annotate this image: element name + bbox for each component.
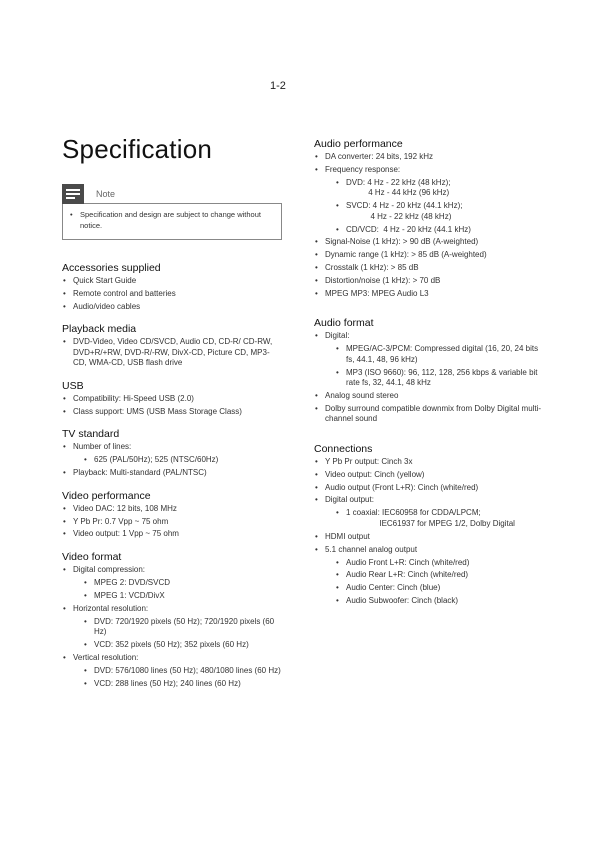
list-item: • Audio/video cables — [62, 302, 282, 313]
left-column — [62, 262, 282, 700]
list-item: • Crosstalk (1 kHz): > 85 dB — [314, 263, 544, 274]
section-video-performance — [62, 490, 282, 540]
list-item: • Audio Rear L+R: Cinch (white/red) — [335, 570, 544, 581]
section-heading: Accessories supplied — [62, 262, 161, 274]
list-item: • Analog sound stereo — [314, 391, 544, 402]
list-item: • Video output: 1 Vpp ~ 75 ohm — [62, 529, 282, 540]
note-box — [62, 182, 282, 240]
list-item: • Frequency response: • DVD: 4 Hz - 22 kHz (48 kHz); 4 Hz - 44 kHz (96 kHz) • SVCD: 4 Hz - 20 kHz (44.1 kHz); 4 Hz - 22 kHz (48 kHz) • CD/VCD: 4 Hz - 20 kHz (44.1 kHz) — [314, 165, 544, 235]
right-column — [314, 138, 544, 618]
list-item: • DVD: 576/1080 lines (50 Hz); 480/1080 lines (60 Hz) — [83, 666, 282, 677]
list-item: • SVCD: 4 Hz - 20 kHz (44.1 kHz); 4 Hz - 22 kHz (48 kHz) — [335, 201, 544, 222]
section-audio-performance — [314, 138, 544, 299]
section-accessories — [62, 262, 282, 312]
section-playback-media — [62, 323, 282, 369]
list-item: • VCD: 352 pixels (50 Hz); 352 pixels (60 Hz) — [83, 640, 282, 651]
section-heading: TV standard — [62, 428, 120, 441]
list-item: • 5.1 channel analog output • Audio Front L+R: Cinch (white/red) • Audio Rear L+R: Cinch (white/red) • Audio Center: Cinch (blue) • Audio Subwoofer: Cinch (black) — [314, 545, 544, 607]
list-item: • Horizontal resolution: • DVD: 720/1920 pixels (50 Hz); 720/1920 pixels (60 Hz) • VCD: 352 pixels (50 Hz); 352 pixels (60 Hz) — [62, 604, 282, 651]
list-item: • MPEG/AC-3/PCM: Compressed digital (16, 20, 24 bits fs, 44.1, 48, 96 kHz) — [335, 344, 544, 365]
list-item: • Vertical resolution: • DVD: 576/1080 lines (50 Hz); 480/1080 lines (60 Hz) • VCD: 288 lines (50 Hz); 240 lines (60 Hz) — [62, 653, 282, 689]
list-item: • Y Pb Pr output: Cinch 3x — [314, 457, 544, 468]
list-item: • MPEG MP3: MPEG Audio L3 — [314, 289, 544, 300]
section-heading: Audio performance — [314, 138, 403, 150]
list-item: • Compatibility: Hi-Speed USB (2.0) — [62, 394, 282, 405]
list-item: • MPEG 1: VCD/DivX — [83, 591, 282, 602]
list-item: • Dynamic range (1 kHz): > 85 dB (A-weighted) — [314, 250, 544, 261]
list-item: • Playback: Multi-standard (PAL/NTSC) — [62, 468, 282, 479]
list-item: • Video output: Cinch (yellow) — [314, 470, 544, 481]
section-audio-format — [314, 317, 544, 425]
list-item: • Remote control and batteries — [62, 289, 282, 300]
list-item: • DVD: 720/1920 pixels (50 Hz); 720/1920 pixels (60 Hz) — [83, 617, 282, 638]
section-usb — [62, 380, 282, 417]
note-label: Note — [96, 189, 116, 199]
list-item: • DA converter: 24 bits, 192 kHz — [314, 152, 544, 163]
page-title: Specification — [62, 134, 213, 164]
list-item: • Audio Subwoofer: Cinch (black) — [335, 596, 544, 607]
list-item: • Audio output (Front L+R): Cinch (white/red) — [314, 483, 544, 494]
note-text: • Specification and design are subject to change without notice. — [69, 210, 275, 231]
list-item: • Digital compression: • MPEG 2: DVD/SVCD • MPEG 1: VCD/DivX — [62, 565, 282, 601]
list-item: • Distortion/noise (1 kHz): > 70 dB — [314, 276, 544, 287]
list-item: • HDMI output — [314, 532, 544, 543]
note-icon — [62, 184, 84, 204]
list-item: • MP3 (ISO 9660): 96, 112, 128, 256 kbps & variable bit rate fs, 32, 44.1, 48 kHz — [335, 368, 544, 389]
list-item: • Y Pb Pr: 0.7 Vpp ~ 75 ohm — [62, 517, 282, 528]
list-item: • CD/VCD: 4 Hz - 20 kHz (44.1 kHz) — [335, 225, 544, 236]
section-heading: Audio format — [314, 317, 374, 330]
list-item: • DVD-Video, Video CD/SVCD, Audio CD, CD-R/ CD-RW, DVD+R/+RW, DVD-R/-RW, DivX-CD, Picture CD, MP3-CD, WMA-CD, USB flash drive — [62, 337, 282, 369]
section-connections — [314, 443, 544, 607]
list-item: • 1 coaxial: IEC60958 for CDDA/LPCM; IEC61937 for MPEG 1/2, Dolby Digital — [335, 508, 544, 529]
list-item: • Class support: UMS (USB Mass Storage Class) — [62, 407, 282, 418]
list-item: • 625 (PAL/50Hz); 525 (NTSC/60Hz) — [83, 455, 282, 466]
list-item: • Video DAC: 12 bits, 108 MHz — [62, 504, 282, 515]
list-item: • Dolby surround compatible downmix from Dolby Digital multi-channel sound — [314, 404, 544, 425]
section-video-format — [62, 551, 282, 689]
list-item: • Digital output: • 1 coaxial: IEC60958 for CDDA/LPCM; IEC61937 for MPEG 1/2, Dolby Digital — [314, 495, 544, 529]
section-heading: Playback media — [62, 323, 137, 336]
page-number: 1-2 — [270, 80, 286, 92]
section-heading: Connections — [314, 442, 373, 455]
list-item: • Digital: • MPEG/AC-3/PCM: Compressed digital (16, 20, 24 bits fs, 44.1, 48, 96 kHz) • MP3 (ISO 9660): 96, 112, 128, 256 kbps & variable bit rate fs, 32, 44.1, 48 kHz — [314, 331, 544, 389]
list-item: • Audio Front L+R: Cinch (white/red) — [335, 558, 544, 569]
section-heading: Video format — [62, 550, 122, 563]
list-item: • Audio Center: Cinch (blue) — [335, 583, 544, 594]
list-item: • Signal-Noise (1 kHz): > 90 dB (A-weighted) — [314, 237, 544, 248]
list-item: • VCD: 288 lines (50 Hz); 240 lines (60 Hz) — [83, 679, 282, 690]
section-heading: USB — [62, 379, 84, 392]
list-item: • Quick Start Guide — [62, 276, 282, 287]
list-item: • Number of lines: • 625 (PAL/50Hz); 525 (NTSC/60Hz) — [62, 442, 282, 466]
section-heading: Video performance — [62, 489, 151, 502]
list-item: • MPEG 2: DVD/SVCD — [83, 578, 282, 589]
list-item: • DVD: 4 Hz - 22 kHz (48 kHz); 4 Hz - 44 kHz (96 kHz) — [335, 178, 544, 199]
section-tv-standard — [62, 428, 282, 478]
